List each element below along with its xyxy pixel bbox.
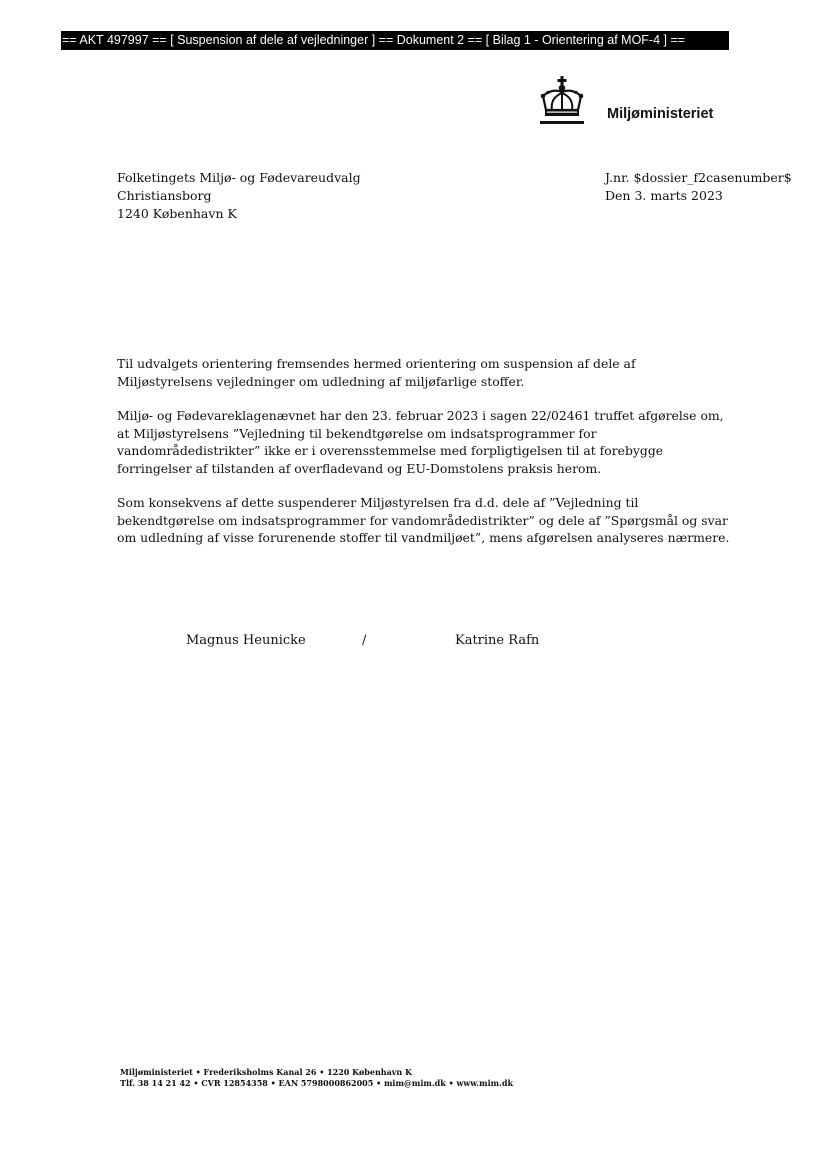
signature-first: Magnus Heunicke: [186, 633, 306, 648]
signature-second: Katrine Rafn: [455, 633, 540, 648]
letter-footer: [120, 1067, 513, 1088]
footer-line-1: Miljøministeriet • Frederiksholms Kanal 26 • 1220 København K: [120, 1067, 412, 1077]
royal-crown-icon: [538, 76, 586, 126]
body-paragraph-1: Til udvalgets orientering fremsendes hermed orientering om suspension af dele af Miljøstyrelsens vejledninger om udledning af miljøfarlige stoffer.: [117, 356, 636, 389]
footer-line-2: Tlf. 38 14 21 42 • CVR 12854358 • EAN 5798000862005 • mim@mim.dk • www.mim.dk: [120, 1077, 514, 1088]
signature-separator: /: [362, 633, 367, 648]
recipient-line-2: Christiansborg: [117, 188, 212, 203]
recipient-address: [117, 169, 361, 223]
journal-number: J.nr. $dossier_f2casenumber$: [605, 170, 792, 185]
ministry-logo: [538, 76, 738, 128]
document-header-bar: == AKT 497997 == [ Suspension af dele af vejledninger ] == Dokument 2 == [ Bilag 1 - Orientering af MOF-4 ] ==: [61, 31, 729, 50]
recipient-line-3: 1240 København K: [117, 206, 237, 221]
ministry-name: Miljøministeriet: [607, 106, 714, 122]
body-paragraph-2: Miljø- og Fødevareklagenævnet har den 23. februar 2023 i sagen 22/02461 truffet afgørelse om, at Miljøstyrelsens ”Vejledning til bekendtgørelse om indsatsprogrammer for vandområdedistrikter” ikke er i overensstemmelse med forpligtigelsen til at forebygge forringelser af tilstanden af overfladevand og EU-Domstolens praksis herom.: [117, 408, 724, 476]
letter-date: Den 3. marts 2023: [605, 188, 723, 203]
reference-block: [605, 169, 792, 205]
recipient-line-1: Folketingets Miljø- og Fødevareudvalg: [117, 170, 361, 185]
body-paragraph-3: Som konsekvens af dette suspenderer Miljøstyrelsen fra d.d. dele af ”Vejledning til bekendtgørelse om indsatsprogrammer for vandområdedistrikter” og dele af ”Spørgsmål og svar om udledning af visse forurenende stoffer til vandmiljøet”, mens afgørelsen analyseres nærmere.: [117, 495, 730, 545]
letter-body: [117, 355, 732, 564]
